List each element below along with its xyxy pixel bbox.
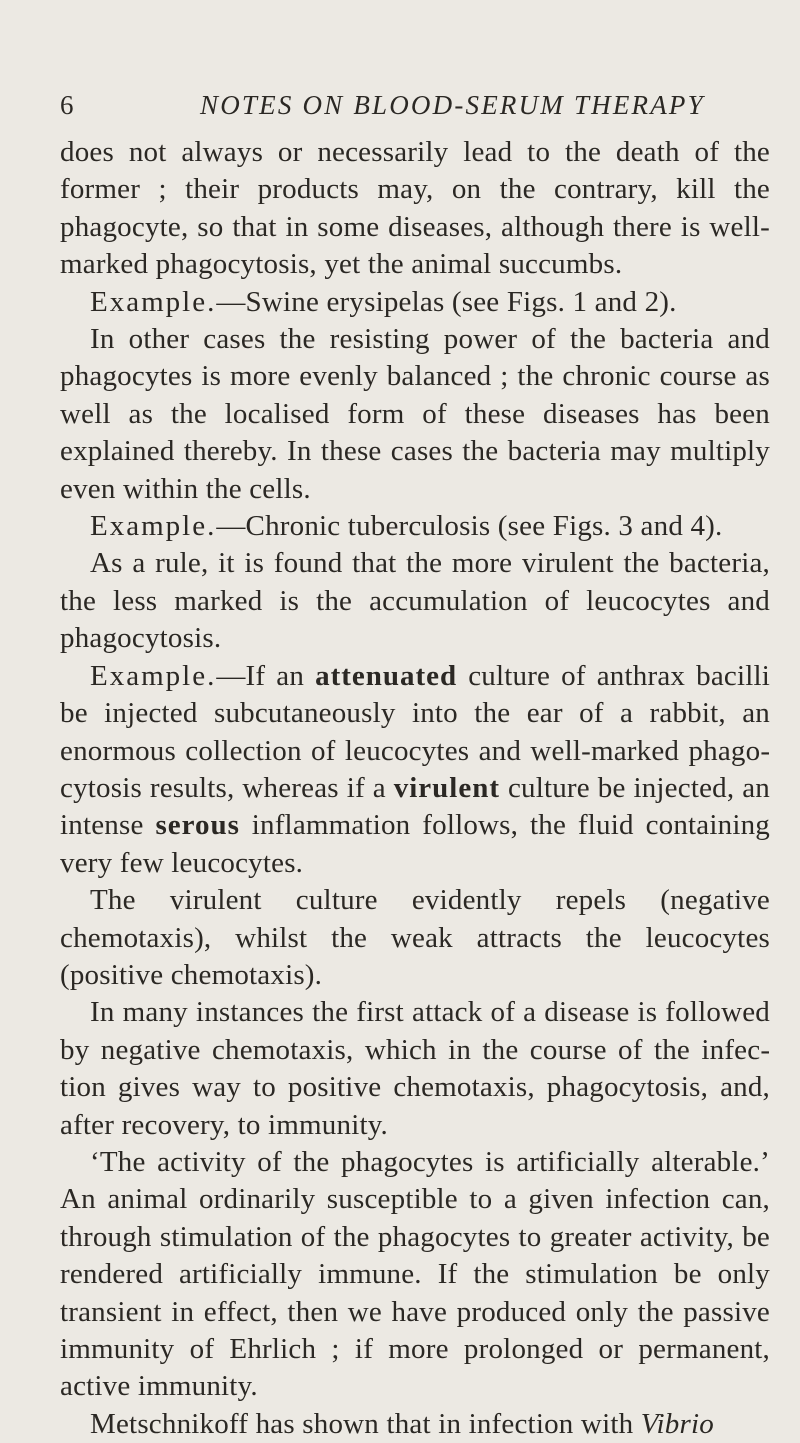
example-text: —Chronic tuberculosis (see Figs. 3 and 4). <box>216 510 723 543</box>
example-label: Example. <box>90 510 217 543</box>
emphasis-attenuated: attenuated <box>315 659 458 692</box>
paragraph: The virulent culture evidently repels (negative chemotaxis), whilst the weak attracts the leucocytes (positive chemotaxis). <box>60 884 770 991</box>
italic-term: Vibrio <box>640 1407 714 1440</box>
example-text: —If an <box>216 659 316 692</box>
example-paragraph <box>60 508 770 545</box>
page-number: 6 <box>60 90 76 120</box>
example-text: inflammation follows, the fluid containing very few leucocytes. <box>60 809 770 879</box>
example-paragraph <box>60 658 770 882</box>
example-paragraph <box>60 284 770 321</box>
paragraph: ‘The activity of the phagocytes is artificially alterable.’ An animal ordinarily susceptible to a given infection can, through stimulation of the phagocytes to greater activity, be rendered artificially immune. If the stimulation be only transient in effect, then we have produced only the passive immunity of Ehrlich ; if more prolonged or permanent, active immunity. <box>60 1145 770 1403</box>
example-label: Example. <box>90 285 217 318</box>
example-text: culture of anthrax bacilli be injected subcutaneously into the ear of a rabbit, an enormous collection of leucocytes and well-marked phagocytosis results, whereas if a <box>60 659 770 804</box>
paragraph: In other cases the resisting power of the bacteria and phagocytes is more evenly balanced ; the chronic course as well as the localised form of these diseases has been explained thereby. In these cases the bacteria may multiply even within the cells. <box>60 323 770 505</box>
emphasis-serous: serous <box>155 809 240 842</box>
paragraph-text: Metschnikoff has shown that in infection with <box>90 1407 641 1440</box>
paragraph: In many instances the first attack of a disease is followed by negative chemotaxis, which in the course of the infection gives way to positive chemotaxis, phagocytosis, and, after recovery, to immunity. <box>60 996 770 1141</box>
paragraph: As a rule, it is found that the more virulent the bacteria, the less marked is the accumulation of leucocytes and phagocytosis. <box>60 547 770 655</box>
page-header <box>60 90 770 126</box>
emphasis-virulent: virulent <box>393 771 501 804</box>
paragraph <box>60 1406 770 1443</box>
example-text: —Swine erysipelas (see Figs. 1 and 2). <box>216 285 677 318</box>
running-head: NOTES ON BLOOD-SERUM THERAPY <box>200 90 705 120</box>
paragraph: does not always or necessarily lead to the death of the former ; their products may, on the contrary, kill the phagocyte, so that in some diseases, although there is well-marked phagocytosis, yet the animal succumbs. <box>60 136 770 281</box>
example-text: culture be injected, an intense <box>60 771 770 842</box>
page-body <box>60 134 770 1443</box>
example-label: Example. <box>90 659 217 692</box>
